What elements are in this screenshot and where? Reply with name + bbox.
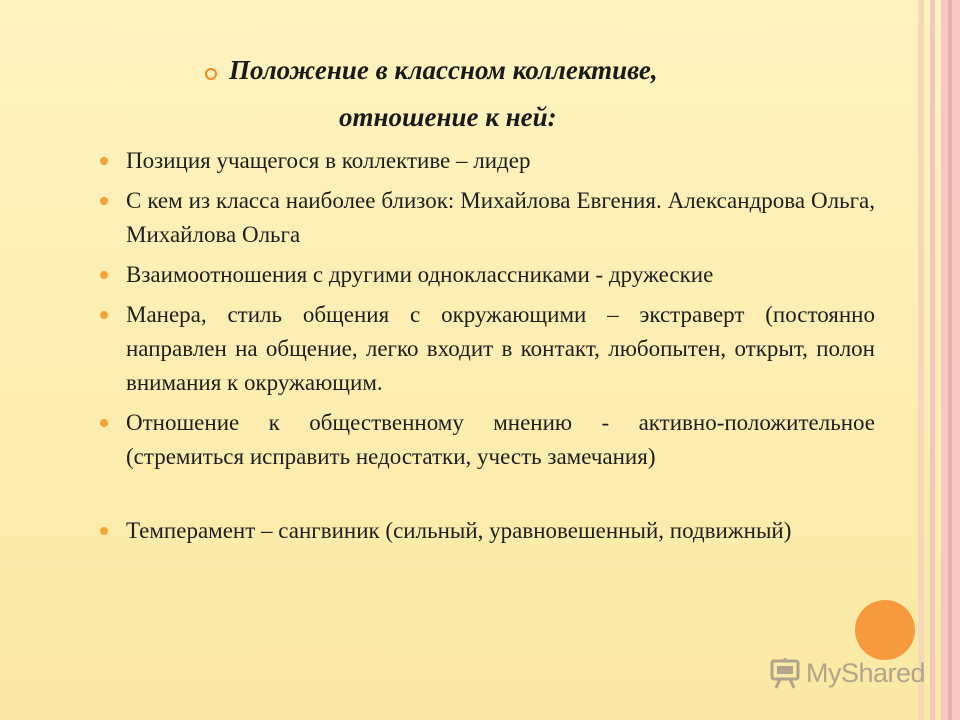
bullet-icon — [100, 311, 108, 319]
title-bullet-icon — [205, 68, 217, 80]
list-item: Взаимоотношения с другими одноклассниками - дружеские — [126, 262, 714, 287]
bullet-icon — [100, 527, 108, 535]
presentation-icon — [768, 658, 802, 690]
decor-stripe — [930, 0, 935, 720]
decor-stripe — [918, 0, 924, 720]
watermark-logo — [768, 656, 928, 696]
list-item: Отношение к общественному мнению - активно-положительное (стремиться исправить недостатки, учесть замечания) — [126, 410, 875, 469]
bullet-icon — [100, 157, 108, 165]
bullet-icon — [100, 419, 108, 427]
bullet-icon — [100, 271, 108, 279]
watermark-text: MyShared — [806, 658, 926, 688]
list-item: Темперамент – сангвиник (сильный, уравновешенный, подвижный) — [126, 518, 792, 543]
decor-circle — [855, 600, 915, 660]
list-item: Манера, стиль общения с окружающими – экстраверт (постоянно направлен на общение, легко входит в контакт, любопытен, открыт, полон внимания к окружающим. — [126, 302, 875, 395]
list-item: С кем из класса наиболее близок: Михайлова Евгения. Александрова Ольга, Михайлова Ольга — [126, 188, 875, 247]
bullet-icon — [100, 197, 108, 205]
decor-stripe — [948, 0, 952, 720]
slide-title-line-2: отношение к ней: — [339, 102, 557, 132]
slide-title-line-1: Положение в классном коллективе, — [229, 55, 658, 85]
list-item: Позиция учащегося в коллективе – лидер — [126, 148, 531, 173]
